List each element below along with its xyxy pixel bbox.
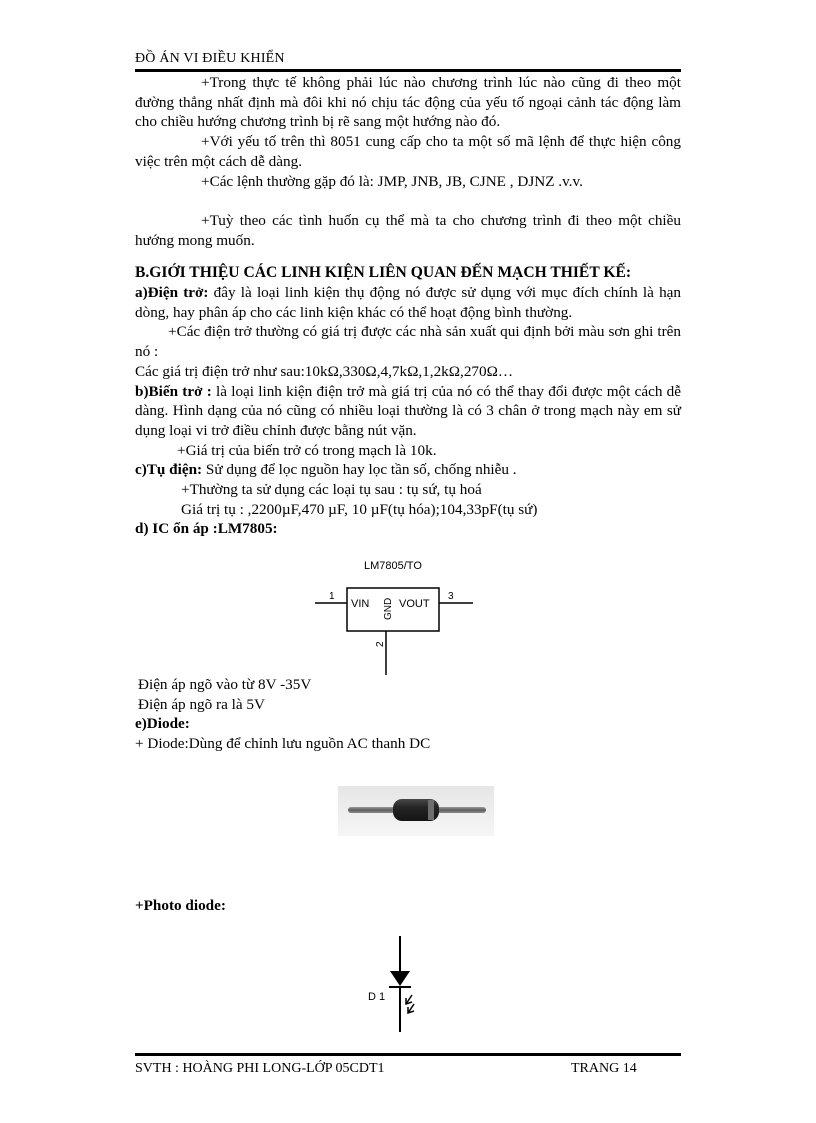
footer-author: SVTH : HOÀNG PHI LONG-LỚP 05CDT1 <box>135 1061 385 1076</box>
right-lead <box>436 807 486 813</box>
potentiometer-value: +Giá trị của biến trở có trong mạch là 10k. <box>177 441 437 459</box>
pin-gnd-label: GND <box>383 597 394 620</box>
header-rule <box>135 69 681 72</box>
diode-triangle <box>390 971 410 986</box>
diode-label: e)Diode: <box>135 715 190 733</box>
header-title: ĐỒ ÁN VI ĐIỀU KHIỂN <box>135 51 285 66</box>
input-voltage: Điện áp ngõ vào từ 8V -35V <box>138 676 312 693</box>
potentiometer-label: b)Biến trở : <box>135 382 212 400</box>
capacitor-values: Giá trị tụ : ,2200µF,470 µF, 10 µF(tụ hóa);104,33pF(tụ sứ) <box>181 500 538 518</box>
capacitor-label: c)Tụ điện: <box>135 461 203 479</box>
item-diode <box>135 714 681 734</box>
left-lead <box>348 807 396 813</box>
pin-vout-label: VOUT <box>399 598 430 610</box>
regulator-label: d) IC ổn áp :LM7805: <box>135 520 278 538</box>
light-arrows-icon <box>406 995 414 1013</box>
pin2-number: 2 <box>375 641 386 647</box>
paragraph-common-instructions: +Các lệnh thường gặp đó là: JMP, JNB, JB, CJNE , DJNZ .v.v. <box>201 172 583 190</box>
photodiode-label: +Photo diode: <box>135 897 226 914</box>
capacitor-text: Sử dụng để lọc nguồn hay lọc tần số, chống nhiễu . <box>202 461 517 479</box>
spacer <box>135 191 681 211</box>
item-regulator <box>135 519 681 539</box>
photodiode-ref: D 1 <box>368 991 386 1003</box>
photodiode-symbol <box>366 934 436 1034</box>
diode-description: + Diode:Dùng để chỉnh lưu nguồn AC thanh DC <box>135 735 431 753</box>
regulator-notes <box>135 675 681 754</box>
diode-photo <box>338 786 494 836</box>
resistor-values: Các giá trị điện trở như sau:10kΩ,330Ω,4,7kΩ,1,2kΩ,270Ω… <box>135 362 514 380</box>
pin3-number: 3 <box>448 591 454 602</box>
item-potentiometer <box>135 382 681 441</box>
paragraph-program-flow: +Trong thực tế không phải lúc nào chương trình lúc nào cũng đi theo một đường thẳng nhất định mà đôi khi nó chịu tác động của yếu tố ngoại cảnh tác động làm cho chiều hướng chương trình bị rẽ sang một hướng nào đó. <box>135 74 681 131</box>
pin1-number: 1 <box>329 591 335 602</box>
resistor-color-code: +Các điện trở thường có giá trị được các nhà sản xuất qui định bởi màu sơn ghi trên nó : <box>135 323 681 361</box>
capacitor-types: +Thường ta sử dụng các loại tụ sau : tụ sứ, tụ hoá <box>181 481 482 499</box>
paragraph-8051-instructions: +Với yếu tố trên thì 8051 cung cấp cho ta một số mã lệnh để thực hiện công việc trên một cách dễ dàng. <box>135 133 681 170</box>
document-body <box>135 73 681 539</box>
potentiometer-text: là loại linh kiện điện trở mà giá trị của nó có thể thay đổi được một cách dễ dàng. Hình dạng của nó cũng có nhiều loại thường là có 3 chân ở trong mạch này em sử dụng loại vi trở điều chỉnh được bằng nút vặn. <box>135 382 682 439</box>
paragraph-situations: +Tuỳ theo các tình huốn cụ thể mà ta cho chương trình đi theo một chiều hướng mong muốn. <box>135 211 681 249</box>
pin-vin-label: VIN <box>351 598 370 610</box>
footer-page-number: TRANG 14 <box>571 1061 637 1076</box>
section-b-heading: B.GIỚI THIỆU CÁC LINH KIỆN LIÊN QUAN ĐẾN MẠCH THIẾT KẾ: <box>135 264 632 282</box>
schematic-title: LM7805/TO <box>364 560 422 572</box>
cathode-band <box>428 800 434 820</box>
resistor-label: a)Điện trở: <box>135 284 209 302</box>
footer-rule <box>135 1053 681 1056</box>
item-resistor <box>135 283 681 322</box>
lm7805-schematic <box>315 558 475 678</box>
output-voltage: Điện áp ngõ ra là 5V <box>138 695 265 713</box>
item-capacitor <box>135 460 681 480</box>
resistor-text: đây là loại linh kiện thụ động nó được sử dụng với mục đích chính là hạn dòng, hay phân áp cho các linh kiện khác có thể hoạt động bình thường. <box>135 284 681 321</box>
